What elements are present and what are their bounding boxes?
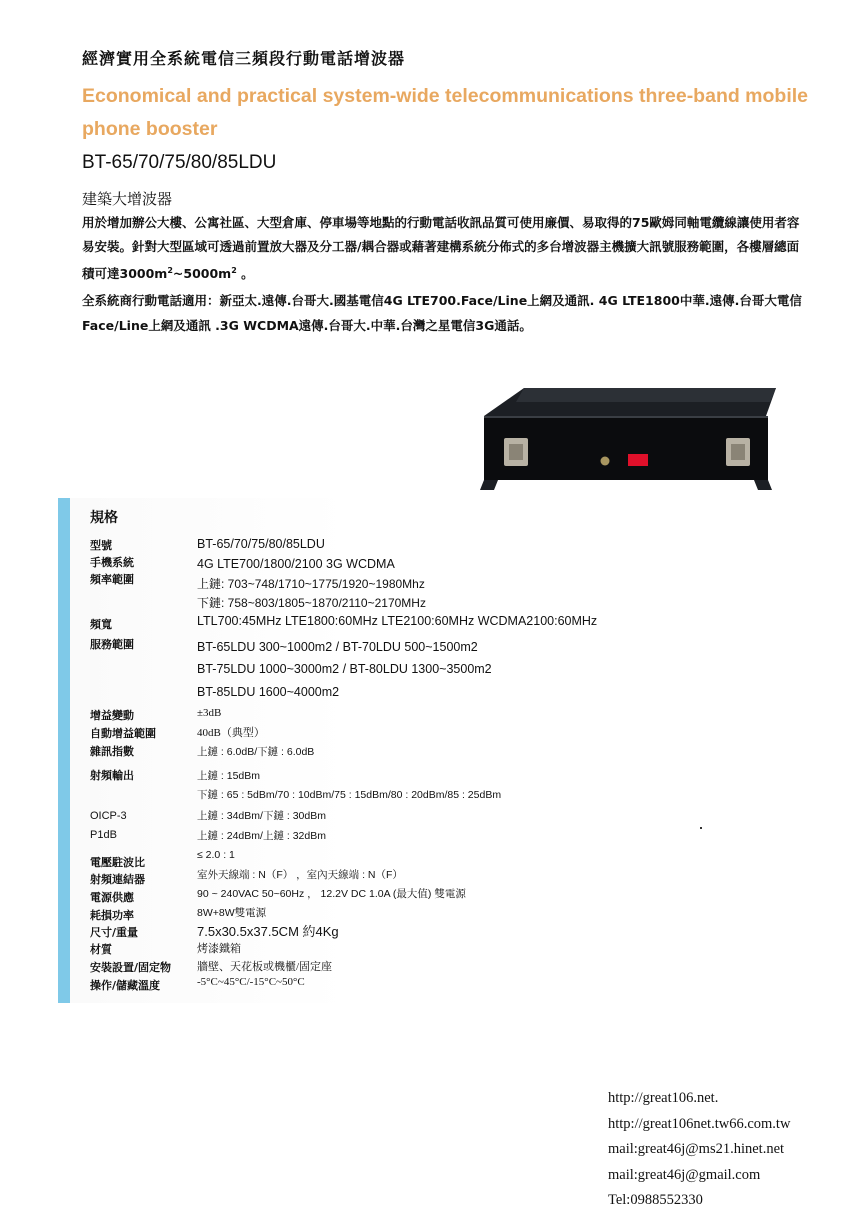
- spec-label-temperature: 操作/儲藏溫度: [90, 979, 161, 992]
- spec-label-vswr: 電壓駐波比: [90, 856, 145, 869]
- spec-value-system: 4G LTE700/1800/2100 3G WCDMA: [197, 557, 395, 571]
- spec-value-size: 7.5x30.5x37.5CM 約4Kg: [197, 924, 339, 939]
- spec-value-gain: ±3dB: [197, 707, 222, 719]
- spec-value-rf-output-up: 上鏈 : 15dBm: [197, 770, 261, 782]
- contact-phone: Tel:0988552330: [608, 1192, 703, 1208]
- spec-label-size: 尺寸/重量: [90, 926, 139, 939]
- spec-label-rf-output: 射頻輸出: [90, 769, 134, 782]
- spec-value-temperature: -5°C~45°C/-15°C~50°C: [197, 976, 305, 988]
- intro-sup-2: 2: [231, 266, 237, 275]
- spec-label-model: 型號: [90, 539, 112, 552]
- spec-value-consumption: 8W+8W雙電源: [197, 907, 267, 919]
- spec-value-bandwidth: LTL700:45MHz LTE1800:60MHz LTE2100:60MHz WCDMA2100:60MHz: [197, 614, 598, 628]
- spec-value-coverage-3: BT-85LDU 1600~4000m2: [197, 685, 340, 699]
- spec-value-rf-output-down: 下鏈 : 65 : 5dBm/70 : 10dBm/75 : 15dBm/80 : 20dBm/85 : 25dBm: [197, 789, 502, 801]
- spec-value-agc: 40dB（典型）: [197, 727, 265, 739]
- page-title: 經濟實用全系統電信三頻段行動電話增波器: [82, 49, 406, 68]
- spec-label-oicp: OICP-3: [90, 810, 127, 822]
- spec-label-system: 手機系統: [90, 556, 134, 569]
- spec-value-install: 牆壁、天花板或機櫃/固定座: [197, 961, 333, 973]
- page-title-english: Economical and practical system-wide telecommunications three-band mobile phone booster: [82, 85, 809, 140]
- intro-text-a: 用於增加辦公大樓、公寓社區、大型倉庫、停車場等地點的行動電話收訊品質可使用廉價、易取得的75歐姆同軸電纜線讓使用者容易安裝。針對大型區域可透過前置放大器及分工器/耦合器或藉著建構系統分佈式的多台增波器主機擴大訊號服務範圍，各樓層總面積可達3000m: [82, 215, 800, 282]
- contact-block: [608, 1086, 790, 1214]
- spec-accent-bar: [58, 498, 70, 1003]
- spec-value-coverage-1: BT-65LDU 300~1000m2 / BT-70LDU 500~1500m2: [197, 640, 478, 654]
- spec-value-connector: 室外天線端 : N（F） ，室內天線端 : N（F）: [197, 869, 403, 881]
- intro-text-c: 。: [236, 266, 254, 282]
- spec-label-gain: 增益變動: [90, 709, 134, 722]
- spec-label-consumption: 耗損功率: [90, 909, 134, 922]
- spec-value-model: BT-65/70/75/80/85LDU: [197, 537, 325, 551]
- contact-website-2[interactable]: http://great106net.tw66.com.tw: [608, 1115, 791, 1132]
- product-subtitle: 建築大增波器: [82, 190, 173, 208]
- spec-value-power: 90 ~ 240VAC 50~60Hz ， 12.2V DC 1.0A (最大值) 雙電源: [197, 888, 466, 900]
- spec-label-bandwidth: 頻寬: [90, 618, 112, 631]
- spec-label-connector: 射頻連結器: [90, 873, 145, 886]
- spec-value-coverage-2: BT-75LDU 1000~3000m2 / BT-80LDU 1300~3500m2: [197, 662, 492, 676]
- spec-value-p1db: 上鏈 : 24dBm/上鏈 : 32dBm: [197, 830, 326, 842]
- spec-value-freq-up: 上鏈: 703~748/1710~1775/1920~1980Mhz: [197, 577, 425, 591]
- spec-label-material: 材質: [90, 943, 112, 956]
- spec-label-agc: 自動增益範圍: [90, 727, 156, 740]
- spec-label-power: 電源供應: [90, 891, 134, 904]
- spec-label-freq: 頻率範圍: [90, 573, 134, 586]
- spec-value-freq-down: 下鏈: 758~803/1805~1870/2110~2170MHz: [197, 596, 426, 610]
- booster-device-image: [476, 384, 776, 496]
- intro-sup-1: 2: [167, 266, 173, 275]
- supported-bands-paragraph: 全系統商行動電話適用：新亞太.遠傳.台哥大.國基電信4G LTE700.Face/Line上網及通訊. 4G LTE1800中華.遠傳.台哥大電信Face/Line上網及通訊 .3G WCDMA遠傳.台哥大.中華.台灣之星電信3G通話。: [82, 293, 802, 333]
- spec-label-coverage: 服務範圍: [90, 638, 134, 651]
- spec-value-material: 烤漆鐵箱: [197, 943, 241, 955]
- spec-heading: 規格: [90, 510, 118, 526]
- contact-website-1[interactable]: http://great106.net.: [608, 1090, 719, 1106]
- intro-text-b: ~5000m: [172, 266, 232, 282]
- contact-email-2[interactable]: mail:great46j@gmail.com: [608, 1166, 761, 1183]
- spec-label-p1db: P1dB: [90, 829, 117, 841]
- spec-value-vswr: ≤ 2.0 : 1: [197, 849, 235, 861]
- model-number: BT-65/70/75/80/85LDU: [82, 152, 277, 173]
- intro-paragraph: [82, 211, 802, 286]
- spec-value-oicp: 上鏈 : 34dBm/下鏈 : 30dBm: [197, 810, 326, 822]
- spec-label-noise: 雜訊指數: [90, 745, 134, 758]
- spec-label-install: 安裝設置/固定物: [90, 961, 172, 974]
- stray-dot: [700, 827, 702, 829]
- contact-email-1[interactable]: mail:great46j@ms21.hinet.net: [608, 1141, 785, 1157]
- spec-value-noise: 上鏈 : 6.0dB/下鏈 : 6.0dB: [197, 746, 315, 758]
